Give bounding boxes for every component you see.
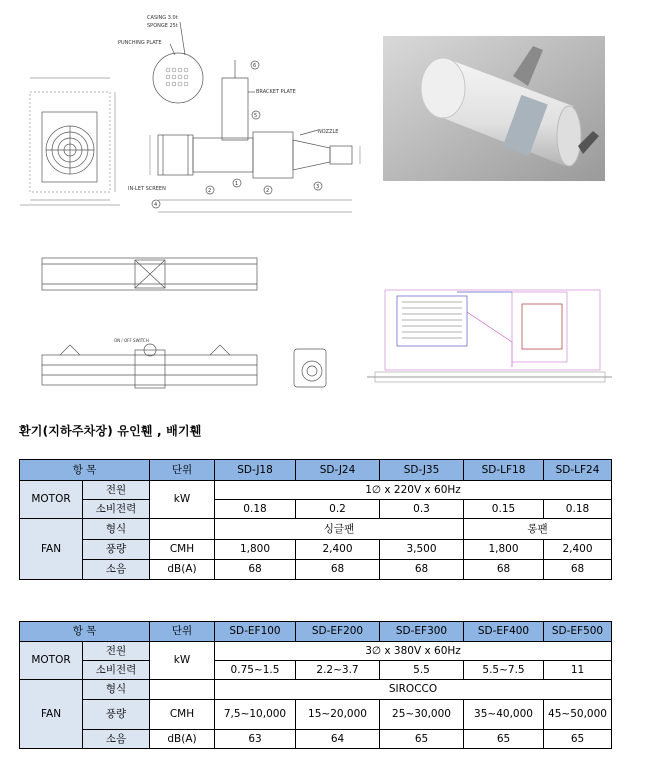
nozzle-label: NOZZLE <box>318 129 339 135</box>
callout-6-text: 6 <box>253 63 257 69</box>
power-value: 1∅ x 220V x 60Hz <box>215 481 612 500</box>
punching-plate-label: PUNCHING PLATE <box>118 40 162 46</box>
flow-label: 풍량 <box>83 540 150 560</box>
motor-group-label: MOTOR <box>20 642 83 680</box>
header-model: SD-J18 <box>215 460 296 481</box>
noise-cell: 68 <box>380 560 464 580</box>
header-model: SD-EF300 <box>380 622 464 642</box>
header-model: SD-J35 <box>380 460 464 481</box>
flow-cell: 2,400 <box>296 540 380 560</box>
callout-5-text: 5 <box>254 113 258 119</box>
consumption-cell: 0.3 <box>380 500 464 519</box>
flow-cell: 1,800 <box>215 540 296 560</box>
consumption-cell: 2.2~3.7 <box>296 661 380 680</box>
consumption-cell: 11 <box>544 661 612 680</box>
type-unit-empty <box>150 680 215 700</box>
casing-label: CASING 3.0t <box>147 15 178 21</box>
spec-table-2 <box>19 621 612 749</box>
header-item: 항 목 <box>20 622 150 642</box>
fan-end-view-drawing <box>288 343 333 393</box>
consumption-cell: 0.75~1.5 <box>215 661 296 680</box>
flow-cell: 15~20,000 <box>296 700 380 730</box>
fan-technical-drawing <box>0 0 380 225</box>
flow-cell: 1,800 <box>464 540 544 560</box>
flow-label: 풍량 <box>83 700 150 730</box>
long-fan-drawing <box>30 250 275 400</box>
section-heading: 환기(지하주차장) 유인휀 , 배기휀 <box>19 424 202 438</box>
header-model: SD-EF400 <box>464 622 544 642</box>
type-value: SIROCCO <box>215 680 612 700</box>
type-single: 싱글팬 <box>215 519 464 540</box>
fan-photo <box>383 36 605 181</box>
header-item: 항 목 <box>20 460 150 481</box>
type-unit-empty <box>150 519 215 540</box>
noise-label: 소음 <box>83 730 150 749</box>
consumption-cell: 5.5 <box>380 661 464 680</box>
flow-cell: 45~50,000 <box>544 700 612 730</box>
noise-label: 소음 <box>83 560 150 580</box>
fan-group-label: FAN <box>20 519 83 580</box>
type-label: 형식 <box>83 680 150 700</box>
power-label: 전원 <box>83 642 150 661</box>
flow-cell: 35~40,000 <box>464 700 544 730</box>
callout-4-text: 4 <box>154 202 158 208</box>
flow-cell: 3,500 <box>380 540 464 560</box>
flow-unit: CMH <box>150 540 215 560</box>
sponge-label: SPONGE 25t <box>147 23 178 29</box>
power-value: 3∅ x 380V x 60Hz <box>215 642 612 661</box>
power-label: 전원 <box>83 481 150 500</box>
header-model: SD-EF200 <box>296 622 380 642</box>
inlet-screen-label: IN-LET SCREEN <box>128 186 166 192</box>
consumption-cell: 0.2 <box>296 500 380 519</box>
motor-unit: kW <box>150 481 215 519</box>
consumption-label: 소비전력 <box>83 500 150 519</box>
header-model: SD-LF24 <box>544 460 612 481</box>
noise-cell: 68 <box>544 560 612 580</box>
consumption-cell: 5.5~7.5 <box>464 661 544 680</box>
onoff-switch-label: ON / OFF SWITCH <box>114 338 149 343</box>
consumption-cell: 0.18 <box>544 500 612 519</box>
noise-unit: dB(A) <box>150 730 215 749</box>
flow-cell: 25~30,000 <box>380 700 464 730</box>
noise-cell: 65 <box>544 730 612 749</box>
callout-2b-text: 2 <box>266 188 270 194</box>
motor-unit: kW <box>150 642 215 680</box>
header-model: SD-J24 <box>296 460 380 481</box>
noise-cell: 68 <box>464 560 544 580</box>
header-model: SD-EF100 <box>215 622 296 642</box>
noise-unit: dB(A) <box>150 560 215 580</box>
noise-cell: 68 <box>215 560 296 580</box>
callout-1-text: 1 <box>235 181 239 187</box>
motor-group-label: MOTOR <box>20 481 83 519</box>
type-label: 형식 <box>83 519 150 540</box>
noise-cell: 64 <box>296 730 380 749</box>
header-model: SD-EF500 <box>544 622 612 642</box>
callout-3-text: 3 <box>316 184 320 190</box>
consumption-cell: 0.18 <box>215 500 296 519</box>
end-view-outline <box>42 112 97 182</box>
header-unit: 단위 <box>150 622 215 642</box>
sirocco-plan-drawing <box>367 282 612 387</box>
noise-cell: 65 <box>380 730 464 749</box>
type-long: 롱팬 <box>464 519 612 540</box>
consumption-cell: 0.15 <box>464 500 544 519</box>
header-unit: 단위 <box>150 460 215 481</box>
flow-cell: 2,400 <box>544 540 612 560</box>
bracket-plate-label: BRACKET PLATE <box>256 89 296 95</box>
flow-cell: 7,5~10,000 <box>215 700 296 730</box>
noise-cell: 63 <box>215 730 296 749</box>
callout-2a-text: 2 <box>208 188 212 194</box>
noise-cell: 68 <box>296 560 380 580</box>
noise-cell: 65 <box>464 730 544 749</box>
header-model: SD-LF18 <box>464 460 544 481</box>
consumption-label: 소비전력 <box>83 661 150 680</box>
fan-group-label: FAN <box>20 680 83 749</box>
spec-table-1 <box>19 459 612 580</box>
flow-unit: CMH <box>150 700 215 730</box>
